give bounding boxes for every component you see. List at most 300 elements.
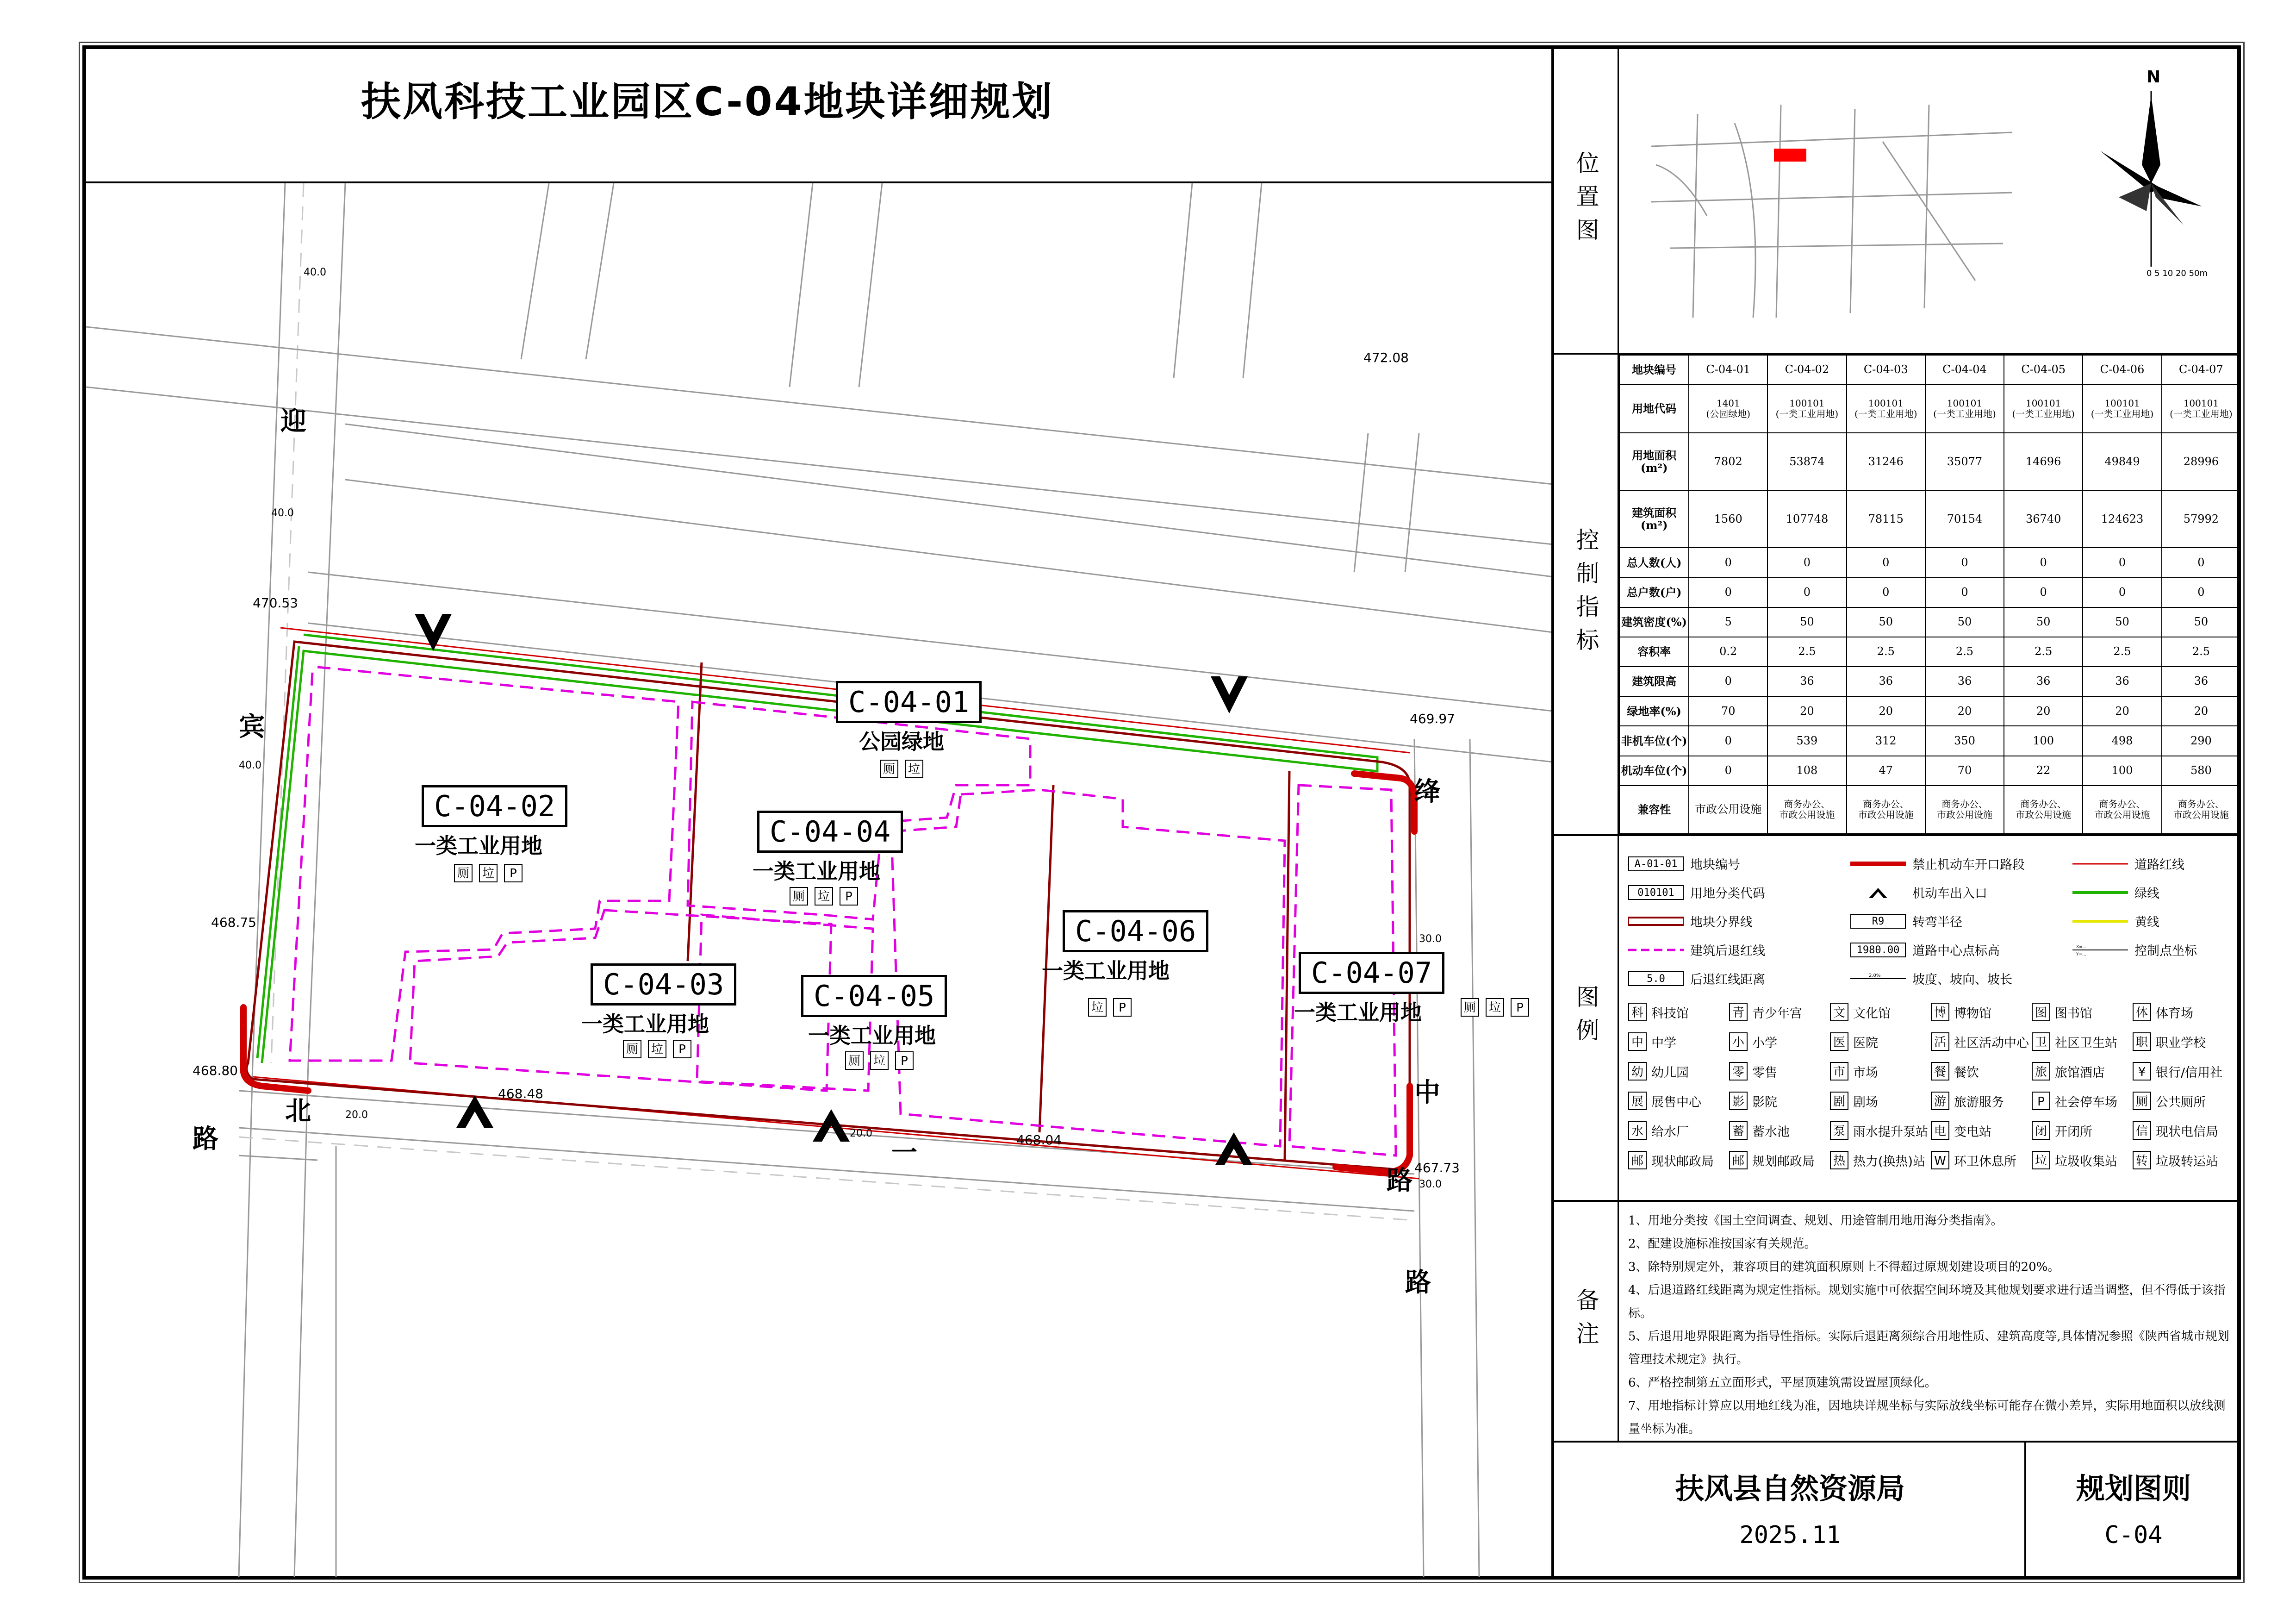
facility-icon: 影 [1729,1092,1748,1110]
facility-label: 垃圾转运站 [2156,1154,2218,1169]
table-cell: 0 [1689,667,1767,696]
legend-label: 转弯半径 [1912,915,1962,930]
table-row-label: 建筑限高 [1619,667,1689,696]
facility-label: 餐饮 [1954,1065,1979,1080]
parcel-code-c0402[interactable]: C-04-02 [422,785,567,827]
toilet-icon: 厕 [623,1040,641,1058]
parcel-use-c0404: 一类工业用地 [753,859,880,884]
table-cell: 20 [1847,696,1925,726]
table-cell: 22 [2004,756,2083,786]
facility-label: 环卫休息所 [1954,1154,2016,1169]
facility-icon: 旅 [2032,1062,2050,1081]
note-line: 7、用地指标计算应以用地红线为准，因地块详规坐标与实际放线坐标可能存在微小差异，实际用地面积以放线测量坐标为准。 [1628,1399,2226,1436]
table-cell: 290 [2162,726,2240,756]
table-cell: 100101 (一类工业用地) [1847,385,1925,433]
table-cell: 20 [2004,696,2083,726]
note-line: 5、后退用地界限距离为指导性指标。实际后退距离须综合用地性质、建筑高度等,具体情况参照《陕西省城市规划管理技术规定》执行。 [1628,1330,2229,1367]
table-cell: 0 [1767,578,1847,607]
site-highlight [1774,149,1806,162]
legend-symbol [2072,914,2128,929]
table-cell: 2.5 [1847,637,1925,667]
svg-text:X=...: X=... [2076,944,2087,949]
parcel-use-c0403: 一类工业用地 [581,1012,709,1037]
facility-label: 雨水提升泵站 [1853,1124,1928,1139]
road-width-label: 30.0 [1419,1179,1442,1190]
facility-icon: W [1931,1151,1949,1169]
table-row-label: 机动车位(个) [1619,756,1689,786]
facility-legend-item [1729,1092,1777,1110]
facility-icon: 泵 [1830,1121,1848,1140]
facility-legend-item [2032,1062,2105,1081]
facility-icon: 职 [2133,1032,2151,1051]
facility-label: 幼儿园 [1651,1065,1689,1080]
legend-item [2072,855,2184,873]
parcel-use-c0406: 一类工业用地 [1042,958,1170,983]
note-line: 6、严格控制第五立面形式，平屋顶建筑需设置屋顶绿化。 [1628,1376,1937,1390]
parking-icon: P [673,1040,691,1058]
table-row-label: 用地面积(m²) [1619,433,1689,490]
table-cell: 100 [2083,756,2162,786]
location-heading: 位置图 [1554,49,1619,353]
table-cell: 5 [1689,607,1767,637]
table-cell: 商务办公、 市政公用设施 [2083,786,2162,834]
page-title: 扶风科技工业园区C-04地块详细规划 [361,79,1054,125]
facility-label: 图书馆 [2055,1006,2092,1021]
table-cell: 70 [1925,756,2004,786]
legend-label: 控制点坐标 [2134,944,2197,958]
entry-arrow [1215,1132,1252,1165]
table-cell: 0 [1689,756,1767,786]
road-edge [521,183,549,359]
facility-legend-item [1931,1003,1991,1021]
legend-item [1628,912,1753,930]
table-cell: 2.5 [2162,637,2240,667]
table-cell: 20 [2162,696,2240,726]
facility-label: 旅馆酒店 [2055,1065,2105,1080]
table-cell: 商务办公、 市政公用设施 [1847,786,1925,834]
facility-label: 医院 [1853,1036,1878,1050]
elevation-label: 468.75 [211,915,256,930]
facility-label: 零售 [1752,1065,1777,1080]
road-edge [1405,433,1419,572]
parcel-code-c0406[interactable]: C-04-06 [1063,910,1208,952]
parcel-code-c0403[interactable]: C-04-03 [591,963,736,1006]
facility-label: 垃圾收集站 [2055,1154,2117,1169]
toilet-icon: 厕 [454,864,473,882]
svg-text:Y=...: Y=... [2076,952,2086,957]
legend-label: 机动车出入口 [1912,887,1987,901]
table-cell: 36 [1925,667,2004,696]
facility-icon: 幼 [1628,1062,1647,1081]
table-cell: 0 [1925,548,2004,577]
table-cell: 0 [2162,548,2240,577]
legend-item [1628,969,1765,987]
table-cell: 36 [1767,667,1847,696]
facility-icon: 卫 [2032,1032,2050,1051]
garbage-icon: 垃 [905,760,923,778]
parcel-facilities-c0405 [845,1051,914,1070]
table-cell: 57992 [2162,490,2240,548]
facility-legend-item [1931,1121,1991,1140]
facility-label: 蓄水池 [1752,1124,1790,1139]
table-cell: 100101 (一类工业用地) [2083,385,2162,433]
table-cell: 0 [1847,548,1925,577]
table-cell: 0 [2004,578,2083,607]
legend-item [1628,855,1740,873]
parcel-code-c0405[interactable]: C-04-05 [801,975,947,1017]
parking-icon: P [840,887,858,906]
facility-legend-item [1830,1003,1891,1021]
parking-icon: P [1113,998,1132,1017]
facility-legend-item [2133,1032,2206,1051]
garbage-icon: 垃 [1486,998,1504,1017]
legend-symbol [2072,943,2128,957]
facility-icon: 零 [1729,1062,1748,1081]
facility-label: 市场 [1853,1065,1878,1080]
legend-item [1850,941,2000,959]
facility-label: 现状邮政局 [1651,1154,1714,1169]
parcel-facilities-c0402 [454,864,523,882]
svg-text:2.0%: 2.0% [1869,973,1881,978]
doc-number: C-04 [2104,1521,2163,1549]
legend-item [1850,912,1962,930]
legend-symbol [1628,914,1684,929]
facility-label: 展售中心 [1651,1095,1701,1110]
table-row-label: 兼容性 [1619,786,1689,834]
facility-label: 现状电信局 [2156,1124,2218,1139]
road-char: 中 [1414,1077,1440,1108]
parcel-use-c0402: 一类工业用地 [415,833,542,858]
facility-icon: 厕 [2133,1092,2151,1110]
legend-label: 坡度、坡向、坡长 [1912,973,2012,987]
legend-item [2072,883,2159,901]
elevation-label: 470.53 [253,595,298,611]
note-line: 1、用地分类按《国土空间调查、规划、用途管制用地用海分类指南》。 [1628,1214,2003,1228]
toilet-icon: 厕 [845,1051,864,1070]
facility-icon: 体 [2133,1003,2151,1021]
table-cell: 0 [1689,578,1767,607]
table-cell: 31246 [1847,433,1925,490]
facility-icon: 展 [1628,1092,1647,1110]
facility-icon: 小 [1729,1032,1748,1051]
facility-label: 社会停车场 [2055,1095,2117,1110]
parcel-facilities-c0404 [790,887,858,906]
table-cell: 50 [2162,607,2240,637]
facility-label: 热力(换热)站 [1853,1154,1926,1169]
table-cell: 0 [1847,578,1925,607]
facility-legend-item [1931,1092,2004,1110]
svg-text:0 5 10 20 50m: 0 5 10 20 50m [2147,269,2208,278]
table-header-cell: C-04-04 [1925,355,2004,385]
facility-legend-item [1931,1032,2029,1051]
road-char: 宾 [239,712,265,742]
elevation-label: 468.80 [193,1063,238,1078]
table-cell: 36 [2083,667,2162,696]
road-char: 一 [891,1137,917,1168]
facility-label: 给水厂 [1651,1124,1689,1139]
facility-icon: 中 [1628,1032,1647,1051]
elevation-label: 468.48 [498,1086,543,1101]
facility-icon: 市 [1830,1062,1848,1081]
facility-icon: 热 [1830,1151,1848,1169]
note-line: 3、除特别规定外，兼容项目的建筑面积原则上不得超过原规划建设项目的20%。 [1628,1260,2060,1274]
facility-legend-item [1729,1121,1790,1140]
table-header-cell: C-04-05 [2004,355,2083,385]
table-cell: 78115 [1847,490,1925,548]
table-row-label: 非机车位(个) [1619,726,1689,756]
facility-legend-item [2032,1121,2092,1140]
legend-symbol [2072,885,2128,900]
table-cell: 14696 [2004,433,2083,490]
legend-item [1850,969,2012,987]
facility-icon: 游 [1931,1092,1949,1110]
facility-legend-item [1628,1003,1689,1021]
table-cell: 2.5 [1925,637,2004,667]
parcel-divider [1285,771,1289,1160]
road-width-label: 30.0 [1419,933,1442,945]
table-cell: 50 [1847,607,1925,637]
road-char: 路 [1387,1165,1412,1196]
table-cell: 498 [2083,726,2162,756]
facility-label: 公共厕所 [2156,1095,2206,1110]
table-cell: 0 [2083,578,2162,607]
plan-date: 2025.11 [1739,1521,1841,1549]
facility-legend-item [1830,1151,1925,1169]
facility-icon: 信 [2133,1121,2151,1140]
table-cell: 0 [2162,578,2240,607]
facility-legend-item [1830,1092,1878,1110]
table-cell: 36 [1847,667,1925,696]
parking-icon: P [504,864,523,882]
table-row-label: 建筑密度(%) [1619,607,1689,637]
parcel-facilities-c0401 [880,760,923,778]
table-cell: 70154 [1925,490,2004,548]
legend-symbol: R9 [1850,914,1906,929]
road-edge [294,183,345,1577]
facility-legend-item [1830,1062,1878,1081]
legend-symbol [2072,856,2128,871]
table-cell: 100 [2004,726,2083,756]
parking-icon: P [1511,998,1529,1017]
facility-legend-item [1628,1062,1689,1081]
table-row [1619,667,2240,696]
table-row-label: 建筑面积(m²) [1619,490,1689,548]
garbage-icon: 垃 [648,1040,666,1058]
garbage-icon: 垃 [479,864,498,882]
facility-icon: 剧 [1830,1092,1848,1110]
legend-label: 禁止机动车开口路段 [1912,858,2025,872]
map-canvas[interactable] [86,183,1553,1577]
parking-icon: P [895,1051,914,1070]
table-cell: 0 [2004,548,2083,577]
legend-symbol: 5.0 [1628,971,1684,986]
facility-label: 职业学校 [2156,1036,2206,1050]
facility-label: 青少年宫 [1752,1006,1802,1021]
facility-label: 体育场 [2156,1006,2193,1021]
table-cell: 市政公用设施 [1689,786,1767,834]
table-header-cell: C-04-07 [2162,355,2240,385]
table-row [1619,786,2240,834]
table-cell: 36 [2004,667,2083,696]
facility-icon: 餐 [1931,1062,1949,1081]
facility-legend-item [1628,1032,1676,1051]
table-cell: 36740 [2004,490,2083,548]
parcel-facilities-c0406 [1088,998,1132,1017]
facility-legend-item [1628,1092,1701,1110]
facility-legend-item [2133,1151,2218,1169]
facility-legend-item [2032,1092,2117,1110]
doc-type: 规划图则 [2076,1472,2191,1505]
setback-lines [290,665,1396,1156]
facility-legend-item [1931,1062,1979,1081]
road-width-label: 20.0 [850,1128,872,1139]
table-cell: 1401 (公园绿地) [1689,385,1767,433]
facility-label: 小学 [1752,1036,1777,1050]
facility-legend-item [1830,1032,1878,1051]
table-row [1619,433,2240,490]
garbage-icon: 垃 [870,1051,889,1070]
facility-legend-item [2133,1121,2218,1140]
road-edge [1354,433,1368,572]
facility-label: 变电站 [1954,1124,1991,1139]
table-cell: 28996 [2162,433,2240,490]
table-row [1619,385,2240,433]
parcel-boundaries [247,642,1410,1169]
table-cell: 20 [2083,696,2162,726]
facility-icon: 科 [1628,1003,1647,1021]
table-row [1619,696,2240,726]
legend-item [1850,883,1987,901]
no-entry-segment [1336,1086,1410,1172]
site-boundary [247,642,1410,1169]
table-row [1619,637,2240,667]
facility-icon: 邮 [1628,1151,1647,1169]
road-edge [859,183,882,387]
table-cell: 50 [2083,607,2162,637]
agency-name: 扶风县自然资源局 [1675,1472,1905,1505]
facility-icon: 图 [2032,1003,2050,1021]
legend-label: 用地分类代码 [1690,887,1765,901]
road-edge [1174,183,1192,378]
legend-item [1628,883,1765,901]
parcel-code-c0407[interactable]: C-04-07 [1299,952,1444,994]
parcel-use-c0401: 公园绿地 [859,729,944,754]
table-header-row [1619,355,2240,385]
table-row-label: 容积率 [1619,637,1689,667]
legend-label: 地块分界线 [1690,915,1753,930]
control-table [1619,355,2241,834]
road-char: 路 [1405,1267,1431,1298]
table-cell: 50 [2004,607,2083,637]
legend-item [1628,941,1765,959]
facility-icon: 文 [1830,1003,1848,1021]
table-cell: 36 [2162,667,2240,696]
table-row [1619,726,2240,756]
legend-symbol: 010101 [1628,885,1684,900]
garbage-icon: 垃 [815,887,833,906]
facility-icon: 水 [1628,1121,1647,1140]
table-cell: 0 [1767,548,1847,577]
table-header-cell: C-04-01 [1689,355,1767,385]
notes-heading: 备注 [1554,1202,1619,1441]
facility-label: 中学 [1651,1036,1676,1050]
facility-icon: 垃 [2032,1151,2050,1169]
toilet-icon: 厕 [790,887,808,906]
legend-label: 建筑后退红线 [1690,944,1765,958]
facility-legend-item [1729,1032,1777,1051]
table-header-cell: C-04-06 [2083,355,2162,385]
table-cell: 商务办公、 市政公用设施 [2004,786,2083,834]
footer-agency-cell [1554,1443,2026,1576]
table-cell: 商务办公、 市政公用设施 [1767,786,1847,834]
legend-item [1850,855,2025,873]
control-heading: 控制指标 [1554,355,1619,834]
legend-label: 道路中心点标高 [1912,944,2000,958]
location-minimap[interactable] [1642,95,2022,327]
table-cell: 0 [1925,578,2004,607]
table-cell: 0 [1689,548,1767,577]
facility-icon: 活 [1931,1032,1949,1051]
elevation-label: 472.08 [1363,350,1409,365]
garbage-icon: 垃 [1088,998,1107,1017]
control-panel [1554,355,2241,836]
legend-label: 黄线 [2134,915,2159,930]
road-width-label: 40.0 [304,267,326,278]
facility-legend-item [1729,1003,1802,1021]
facility-icon: 电 [1931,1121,1949,1140]
facility-label: 社区卫生站 [2055,1036,2117,1050]
road-char: 绛 [1414,776,1440,807]
road-char: 北 [285,1096,311,1126]
parcel-code-c0401[interactable]: C-04-01 [836,681,982,723]
table-cell: 107748 [1767,490,1847,548]
facility-legend-item [1931,1151,2016,1169]
legend-heading: 图例 [1554,836,1619,1200]
table-cell: 53874 [1767,433,1847,490]
entry-arrow [1211,676,1248,713]
facility-legend-item [2032,1032,2117,1051]
facility-icon: 蓄 [1729,1121,1748,1140]
entry-arrow [456,1095,493,1128]
legend-symbol: 1980.00 [1850,943,1906,957]
table-cell: 50 [1767,607,1847,637]
facility-label: 博物馆 [1954,1006,1991,1021]
facility-label: 剧场 [1853,1095,1878,1110]
facility-icon: ¥ [2133,1062,2151,1081]
road-char: 迎 [280,406,306,437]
road-edge [790,183,813,387]
table-row-label: 绿地率(%) [1619,696,1689,726]
facility-label: 规划邮政局 [1752,1154,1815,1169]
table-cell: 20 [1925,696,2004,726]
road-char: 路 [193,1124,218,1154]
facility-legend-item [2133,1092,2206,1110]
table-cell: 0.2 [1689,637,1767,667]
table-cell: 100101 (一类工业用地) [1925,385,2004,433]
table-cell: 580 [2162,756,2240,786]
legend-symbol [1850,856,1906,871]
table-cell: 312 [1847,726,1925,756]
road-edge [345,480,1553,632]
table-cell: 0 [1689,726,1767,756]
facility-legend-item [1628,1151,1714,1169]
table-cell: 70 [1689,696,1767,726]
parcel-code-c0404[interactable]: C-04-04 [757,811,903,853]
facility-legend-item [2133,1003,2193,1021]
table-row-label: 用地代码 [1619,385,1689,433]
elevation-label: 468.04 [1016,1132,1062,1148]
table-cell: 100101 (一类工业用地) [1767,385,1847,433]
